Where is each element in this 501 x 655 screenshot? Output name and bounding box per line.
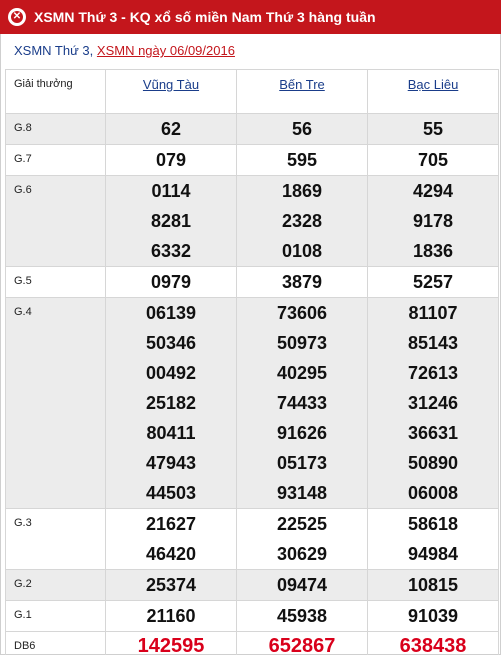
prize-number: 2328 bbox=[281, 211, 323, 231]
table-row bbox=[6, 601, 499, 632]
prize-number: 10815 bbox=[407, 575, 459, 595]
prize-number: 09474 bbox=[276, 575, 328, 595]
table-header-row bbox=[6, 70, 499, 114]
prize-number: 74433 bbox=[276, 393, 328, 413]
prize-number: 72613 bbox=[407, 363, 459, 383]
prize-number: 50973 bbox=[276, 333, 328, 353]
prize-number: 06139 bbox=[145, 303, 197, 323]
table-row bbox=[6, 632, 499, 655]
prize-number: 73606 bbox=[276, 303, 328, 323]
prize-cell bbox=[106, 509, 237, 570]
province-link[interactable]: Vũng Tàu bbox=[142, 77, 200, 92]
prize-number: 62 bbox=[160, 119, 182, 139]
prize-number: 1836 bbox=[412, 241, 454, 261]
prize-cell bbox=[106, 267, 237, 298]
prize-number: 46420 bbox=[145, 544, 197, 564]
prize-number: 40295 bbox=[276, 363, 328, 383]
prize-number: 30629 bbox=[276, 544, 328, 564]
prize-number: 0979 bbox=[150, 272, 192, 292]
table-row bbox=[6, 114, 499, 145]
prize-label: G.2 bbox=[6, 570, 106, 601]
prize-number: 00492 bbox=[145, 363, 197, 383]
prize-cell bbox=[237, 298, 368, 509]
prize-cell bbox=[106, 570, 237, 601]
breadcrumb-separator: , bbox=[89, 43, 94, 58]
page-title: XSMN Thứ 3 - KQ xổ số miền Nam Thứ 3 hàng tuần bbox=[34, 9, 376, 25]
prize-cell bbox=[368, 601, 499, 632]
prize-cell bbox=[106, 601, 237, 632]
logo-icon bbox=[8, 8, 26, 26]
prize-label: G.4 bbox=[6, 298, 106, 509]
prize-label: G.1 bbox=[6, 601, 106, 632]
prize-number: 22525 bbox=[276, 514, 328, 534]
prize-number: 85143 bbox=[407, 333, 459, 353]
prize-cell bbox=[237, 601, 368, 632]
prize-label: G.5 bbox=[6, 267, 106, 298]
prize-number: 595 bbox=[286, 150, 318, 170]
prize-cell bbox=[237, 509, 368, 570]
prize-number: 25374 bbox=[145, 575, 197, 595]
prize-number: 93148 bbox=[276, 483, 328, 503]
prize-number: 06008 bbox=[407, 483, 459, 503]
prize-number: 21627 bbox=[145, 514, 197, 534]
prize-cell bbox=[237, 267, 368, 298]
prize-number: 1869 bbox=[281, 181, 323, 201]
prize-number: 5257 bbox=[412, 272, 454, 292]
prize-cell bbox=[106, 176, 237, 267]
prize-number: 705 bbox=[417, 150, 449, 170]
prize-cell bbox=[368, 176, 499, 267]
prize-number: 25182 bbox=[145, 393, 197, 413]
prize-cell bbox=[368, 267, 499, 298]
prize-number: 4294 bbox=[412, 181, 454, 201]
prize-cell bbox=[368, 570, 499, 601]
prize-number: 079 bbox=[155, 150, 187, 170]
prize-cell bbox=[106, 298, 237, 509]
province-link[interactable]: Bạc Liêu bbox=[407, 77, 459, 92]
link-xsmn-ngay[interactable]: XSMN ngày 06/09/2016 bbox=[96, 43, 235, 58]
prize-cell bbox=[106, 114, 237, 145]
table-row bbox=[6, 176, 499, 267]
prize-number: 56 bbox=[291, 119, 313, 139]
prize-cell bbox=[368, 114, 499, 145]
prize-cell bbox=[106, 145, 237, 176]
prize-label: G.8 bbox=[6, 114, 106, 145]
results-body bbox=[6, 114, 499, 655]
page-header bbox=[0, 0, 501, 34]
prize-label: DB6 bbox=[6, 632, 106, 655]
prize-number: 45938 bbox=[276, 606, 328, 626]
prize-number: 0114 bbox=[151, 181, 191, 201]
table-row bbox=[6, 509, 499, 570]
table-row bbox=[6, 298, 499, 509]
table-row bbox=[6, 267, 499, 298]
prize-label: G.3 bbox=[6, 509, 106, 570]
prize-number: 44503 bbox=[145, 483, 197, 503]
prize-label: G.6 bbox=[6, 176, 106, 267]
province-header bbox=[237, 70, 368, 114]
prize-number: 55 bbox=[422, 119, 444, 139]
prize-cell bbox=[237, 114, 368, 145]
prize-column-header: Giải thưởng bbox=[6, 70, 106, 114]
prize-number: 21160 bbox=[146, 606, 196, 626]
prize-number: 47943 bbox=[145, 453, 197, 473]
prize-number: 3879 bbox=[281, 272, 323, 292]
breadcrumb bbox=[0, 38, 501, 64]
prize-cell bbox=[237, 145, 368, 176]
prize-number: 81107 bbox=[408, 303, 458, 323]
results-table bbox=[5, 69, 499, 655]
prize-cell bbox=[237, 570, 368, 601]
prize-cell bbox=[368, 509, 499, 570]
prize-number: 58618 bbox=[407, 514, 459, 534]
prize-number: 91626 bbox=[276, 423, 328, 443]
table-row bbox=[6, 570, 499, 601]
prize-number: 36631 bbox=[407, 423, 459, 443]
special-prize-number: 652867 bbox=[237, 632, 368, 655]
prize-number: 80411 bbox=[146, 423, 196, 443]
prize-cell bbox=[368, 145, 499, 176]
prize-label: G.7 bbox=[6, 145, 106, 176]
prize-number: 50890 bbox=[407, 453, 459, 473]
prize-number: 9178 bbox=[412, 211, 454, 231]
prize-number: 0108 bbox=[281, 241, 323, 261]
prize-cell bbox=[237, 176, 368, 267]
link-xsmn-thu-3[interactable]: XSMN Thứ 3 bbox=[14, 43, 90, 58]
province-header bbox=[106, 70, 237, 114]
special-prize-number: 142595 bbox=[106, 632, 237, 655]
prize-number: 8281 bbox=[150, 211, 192, 231]
province-link[interactable]: Bến Tre bbox=[279, 77, 325, 92]
prize-number: 31246 bbox=[407, 393, 459, 413]
table-row bbox=[6, 145, 499, 176]
prize-number: 94984 bbox=[407, 544, 459, 564]
prize-number: 91039 bbox=[407, 606, 459, 626]
prize-number: 50346 bbox=[145, 333, 197, 353]
prize-number: 05173 bbox=[276, 453, 328, 473]
prize-number: 6332 bbox=[150, 241, 192, 261]
province-header bbox=[368, 70, 499, 114]
special-prize-number: 638438 bbox=[368, 632, 499, 655]
prize-cell bbox=[368, 298, 499, 509]
